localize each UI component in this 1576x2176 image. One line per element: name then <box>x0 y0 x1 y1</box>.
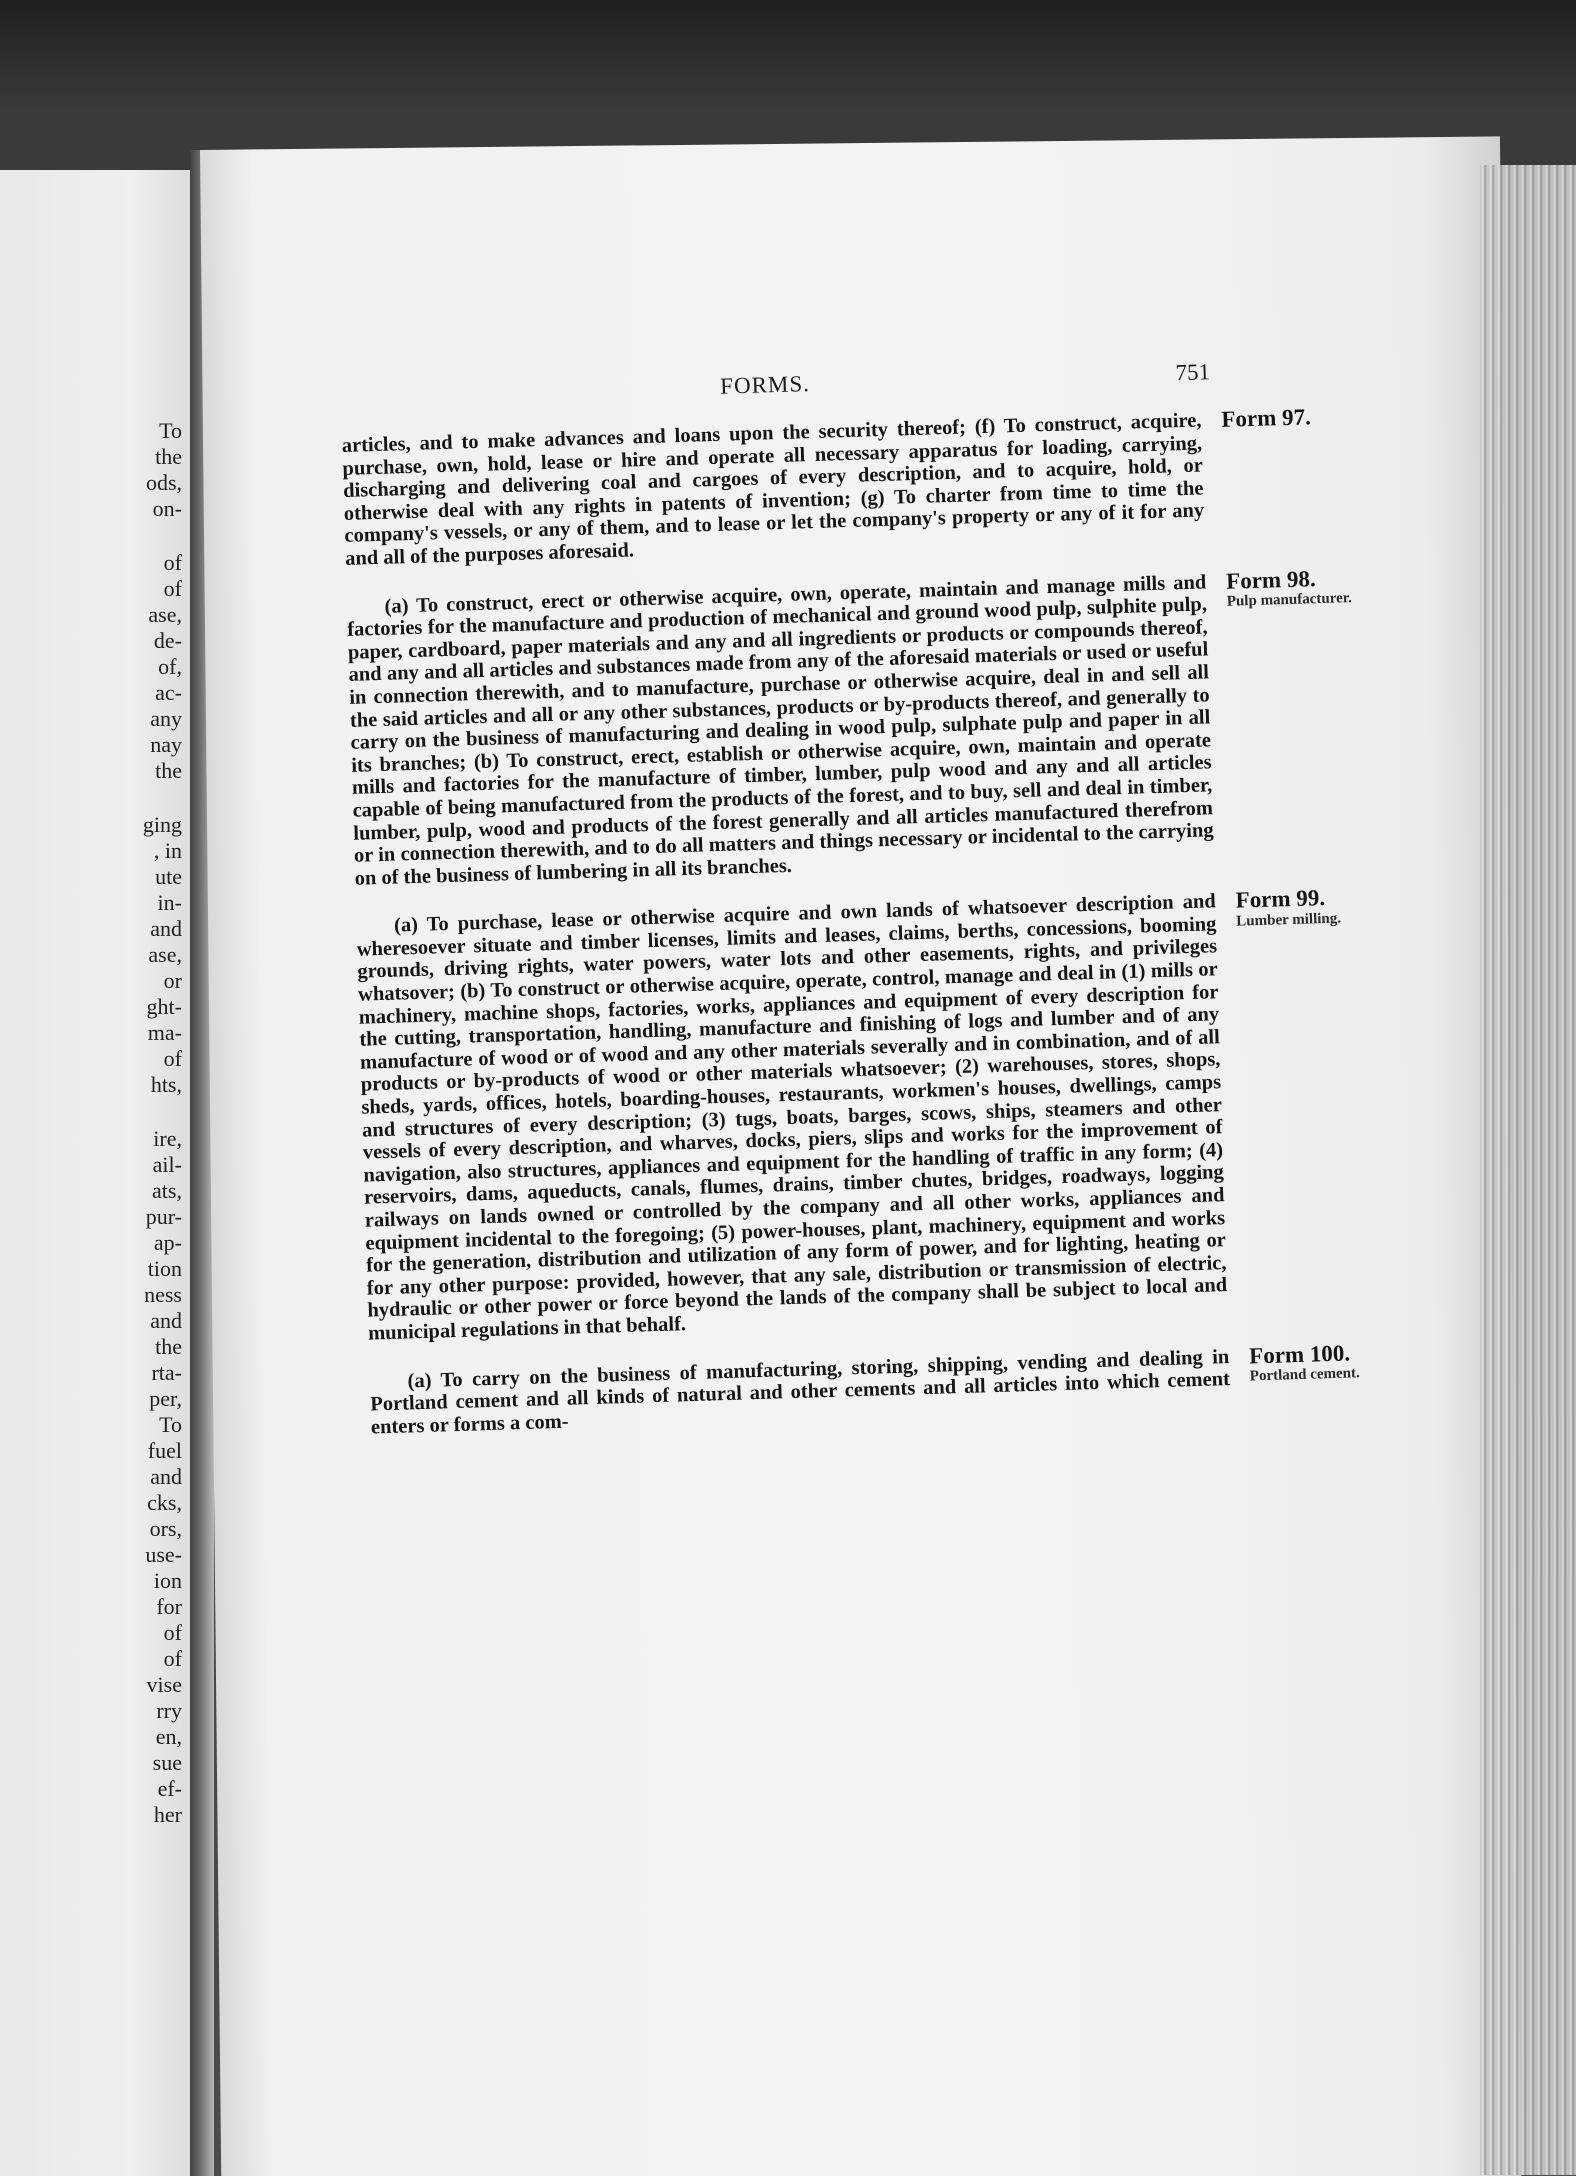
left-fragment: ging <box>142 812 182 837</box>
form-100-paragraph <box>369 1340 1360 1439</box>
left-fragment: of <box>163 1046 182 1071</box>
paragraph-text: (a) To construct, erect or otherwise acquire, own, operate, maintain and manage mills and factories for the manufacture and production of mechanical and ground wood pulp, sulphite pulp, paper, cardboard, paper materials and any and all ingredients or products or compounds thereof, and any and all articles and substances made from any of the aforesaid materials or used or useful in connection therewith, and to manufacture, purchase or otherwise acquire, deal in and sell all the said articles and all or any other substances, products or by-products thereof, and generally to carry on the business of manufacturing and dealing in wood pulp, sulphate pulp and paper in all its branches; (b) To construct, erect, establish or otherwise acquire, own, maintain and operate mills and factories for the manufacture of timber, lumber, pulp wood and any and all articles capable of being manufactured from the products of the forest, and to buy, sell and deal in timber, lumber, pulp, wood and products of the forest generally and all articles manufactured therefrom or in connection therewith, and to do all matters and things necessary or incidental to the carrying on of the business of lumbering in all its branches. <box>346 570 1214 890</box>
margin-note <box>1235 884 1436 931</box>
left-fragment: ire, <box>153 1126 182 1151</box>
left-fragment <box>143 522 182 550</box>
left-fragment: ght- <box>146 994 182 1019</box>
form-label: Form 99. <box>1235 885 1326 913</box>
left-fragment: ma- <box>147 1020 182 1045</box>
left-fragment: To <box>159 1412 182 1437</box>
left-fragment: ef- <box>157 1776 182 1801</box>
left-fragment <box>143 784 182 812</box>
margin-note <box>1226 564 1427 611</box>
form-label: Form 97. <box>1221 404 1312 432</box>
left-fragment: and <box>150 1464 182 1489</box>
margin-subject: Lumber milling. <box>1236 910 1342 930</box>
left-fragment: and <box>150 916 182 941</box>
left-fragment: ase, <box>148 602 182 627</box>
left-fragment: per, <box>149 1386 182 1411</box>
left-fragment: fuel <box>147 1438 182 1463</box>
running-title: FORMS. <box>719 371 811 399</box>
left-page-text-fragments <box>143 418 182 1828</box>
page-edges <box>1480 165 1576 2175</box>
left-fragment: of, <box>158 654 182 679</box>
left-fragment: ness <box>144 1282 182 1307</box>
left-fragment: vise <box>146 1672 182 1697</box>
form-label: Form 100. <box>1248 1340 1351 1369</box>
paragraph-text: (a) To carry on the business of manufacturing, storing, shipping, vending and dealing in Portland cement and all kinds of natural and other cements and all articles into which cement enters or forms a com- <box>369 1345 1231 1439</box>
left-page <box>0 170 190 2176</box>
left-fragment: tion <box>147 1256 182 1281</box>
margin-subject: Portland cement. <box>1249 1365 1360 1385</box>
left-fragment: pur- <box>145 1204 182 1229</box>
left-fragment: sue <box>152 1750 182 1775</box>
left-fragment: hts, <box>150 1072 182 1097</box>
left-fragment: ion <box>153 1568 182 1593</box>
left-fragment: ute <box>155 864 182 889</box>
left-fragment: the <box>155 758 182 783</box>
left-fragment: de- <box>153 628 182 653</box>
margin-note <box>1249 1339 1450 1386</box>
form-99-paragraph <box>356 885 1342 1346</box>
left-fragment: the <box>155 444 182 469</box>
left-fragment: nay <box>150 732 182 757</box>
left-fragment: , in <box>153 838 182 863</box>
page-content <box>340 359 1360 1464</box>
paragraph-text: (a) To purchase, lease or otherwise acquire and own lands of whatsoever description and wheresoever situate and timber licenses, limits and leases, claims, berths, concessions, booming grounds, driving rights, water powers, water lots and other easements, rights, and privileges whatsover; (b) To construct or otherwise acquire, operate, control, manage and deal in (1) mills or machinery, machine shops, factories, works, appliances and equipment of every description for the cutting, transportation, handling, manufacture and finishing of logs and lumber and of any manufacture of wood or of wood and any other materials severally and in combination, and of all products or by-products of wood or other materials whatsoever; (2) warehouses, stores, shops, sheds, yards, offices, hotels, boarding-houses, restaurants, workmen's houses, dwellings, camps and structures of every description; (3) tugs, boats, barges, scows, ships, steamers and other vessels of every description, and wharves, docks, piers, slips and works for the improvement of navigation, also structures, appliances and equipment for the handling of traffic in any form; (4) reservoirs, dams, aqueducts, canals, flumes, drains, timber chutes, bridges, roadways, logging railways on lands owned or controlled by the company and all other works, appliances and equipment incidental to the foregoing; (5) power-houses, plant, machinery, equipment and works for the generation, distribution and utilization of any form of power, and for lighting, heating or for any other purpose: provided, however, that any sale, distribution or transmission of electric, hydraulic or other power or force beyond the lands of the company shall be subject to local and municipal regulations in that behalf. <box>356 890 1228 1345</box>
left-fragment: ods, <box>145 470 182 495</box>
left-fragment: ors, <box>149 1516 182 1541</box>
left-fragment: for <box>156 1594 182 1619</box>
left-fragment: of <box>163 550 182 575</box>
left-fragment: ats, <box>152 1178 182 1203</box>
left-fragment: ac- <box>155 680 182 705</box>
left-fragment: on- <box>152 496 182 521</box>
left-fragment: of <box>163 1620 182 1645</box>
left-fragment: of <box>163 1646 182 1671</box>
left-fragment <box>143 1098 182 1126</box>
form-label: Form 98. <box>1225 565 1316 594</box>
paragraph-text: articles, and to make advances and loans upon the security thereof; (f) To construct, acquire, purchase, own, hold, lease or hire and operate all necessary apparatus for loading, carrying, discharging and delivering coal and cargoes of every description, and to acquire, hold, or otherwise deal with any rights in patents of invention; (g) To charter from time to time the company's vessels, or any of them, and to lease or let the company's property or any of it for any and all of the purposes aforesaid. <box>341 409 1205 570</box>
left-fragment: and <box>150 1308 182 1333</box>
left-fragment: or <box>163 968 182 993</box>
left-fragment: rta- <box>151 1360 182 1385</box>
page-number: 751 <box>1175 359 1211 386</box>
margin-subject: Pulp manufacturer. <box>1226 590 1353 610</box>
left-fragment: ail- <box>152 1152 182 1177</box>
form-97-paragraph <box>341 404 1312 570</box>
left-fragment: use- <box>145 1542 182 1567</box>
left-fragment: cks, <box>147 1490 182 1515</box>
form-98-paragraph <box>346 565 1353 890</box>
left-fragment: in- <box>157 890 182 915</box>
left-fragment: of <box>163 576 182 601</box>
left-fragment: ase, <box>148 942 182 967</box>
left-fragment: To <box>159 418 182 443</box>
left-fragment: rry <box>156 1698 182 1723</box>
left-fragment: en, <box>155 1724 182 1749</box>
left-fragment: any <box>150 706 182 731</box>
left-fragment: her <box>153 1802 182 1827</box>
left-fragment: the <box>155 1334 182 1359</box>
left-fragment: ap- <box>153 1230 182 1255</box>
